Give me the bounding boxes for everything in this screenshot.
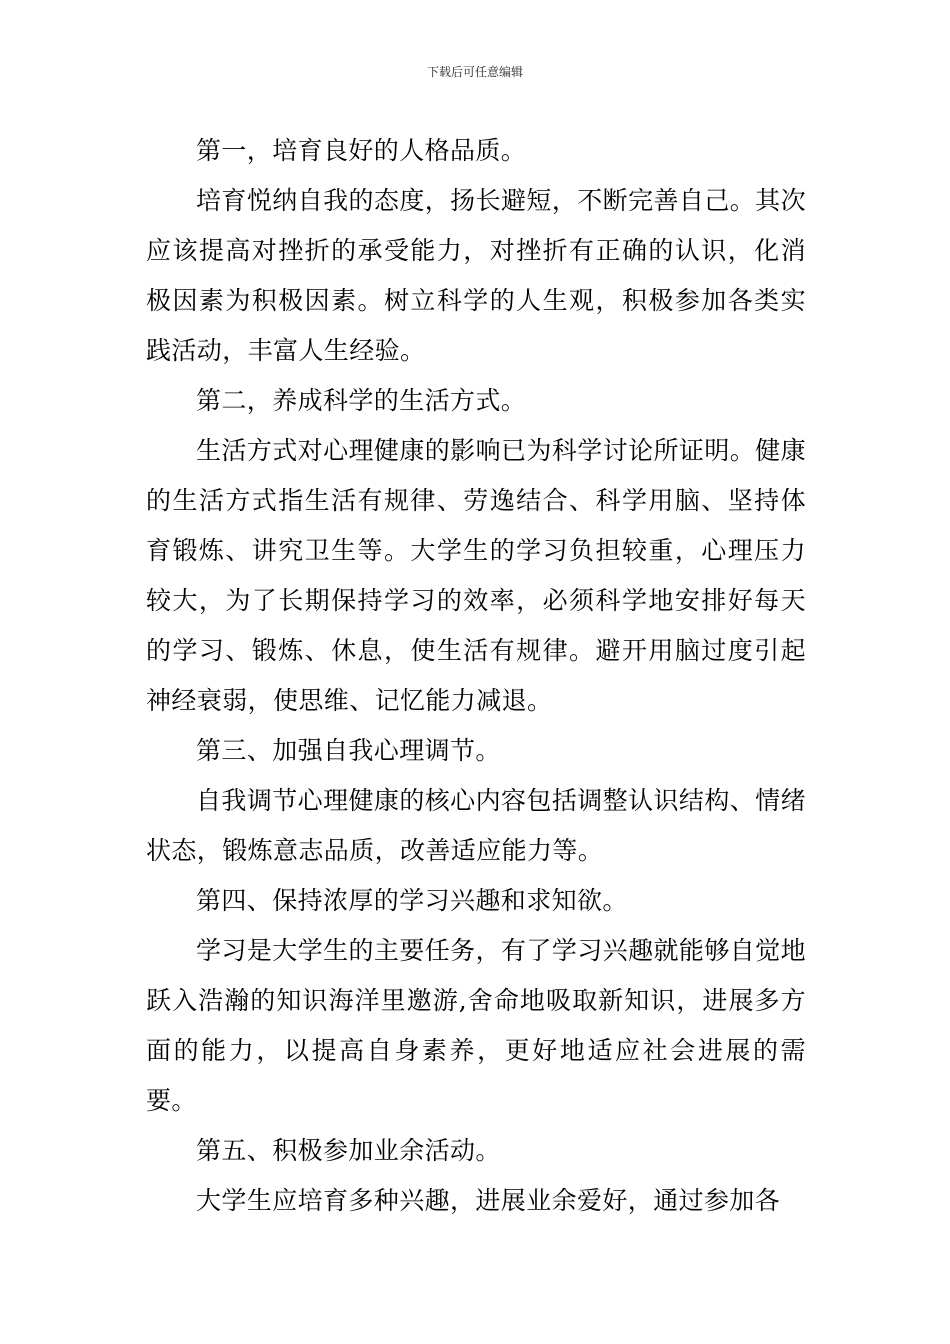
heading-4: 第四、保持浓厚的学习兴趣和求知欲。 xyxy=(196,886,628,915)
paragraph-4: 学习是大学生的主要任务，有了学习兴趣就能够自觉地跃入浩瀚的知识海洋里邀游,舍命地吸取新知识，进展多方面的能力，以提高自身素养，更好地适应社会进展的需要。 xyxy=(146,936,806,1115)
heading-2: 第二，养成科学的生活方式。 xyxy=(196,386,527,415)
paragraph-3: 自我调节心理健康的核心内容包括调整认识结构、情绪状态，锻炼意志品质，改善适应能力等。 xyxy=(146,786,806,865)
paragraph-5: 大学生应培育多种兴趣，进展业余爱好，通过参加各 xyxy=(196,1186,781,1215)
document-body xyxy=(146,126,806,1226)
heading-5: 第五、积极参加业余活动。 xyxy=(196,1136,501,1165)
heading-3: 第三、加强自我心理调节。 xyxy=(196,736,501,765)
paragraph-2: 生活方式对心理健康的影响已为科学讨论所证明。健康的生活方式指生活有规律、劳逸结合、科学用脑、坚持体育锻炼、讲究卫生等。大学生的学习负担较重，心理压力较大，为了长期保持学习的效率，必须科学地安排好每天的学习、锻炼、休息，使生活有规律。避开用脑过度引起神经衰弱，使思维、记忆能力减退。 xyxy=(146,436,806,715)
heading-1: 第一，培育良好的人格品质。 xyxy=(196,136,527,165)
page-header: 下载后可任意编辑 xyxy=(426,65,523,79)
paragraph-1: 培育悦纳自我的态度，扬长避短，不断完善自己。其次应该提高对挫折的承受能力，对挫折有正确的认识，化消极因素为积极因素。树立科学的人生观，积极参加各类实践活动，丰富人生经验。 xyxy=(146,186,806,365)
